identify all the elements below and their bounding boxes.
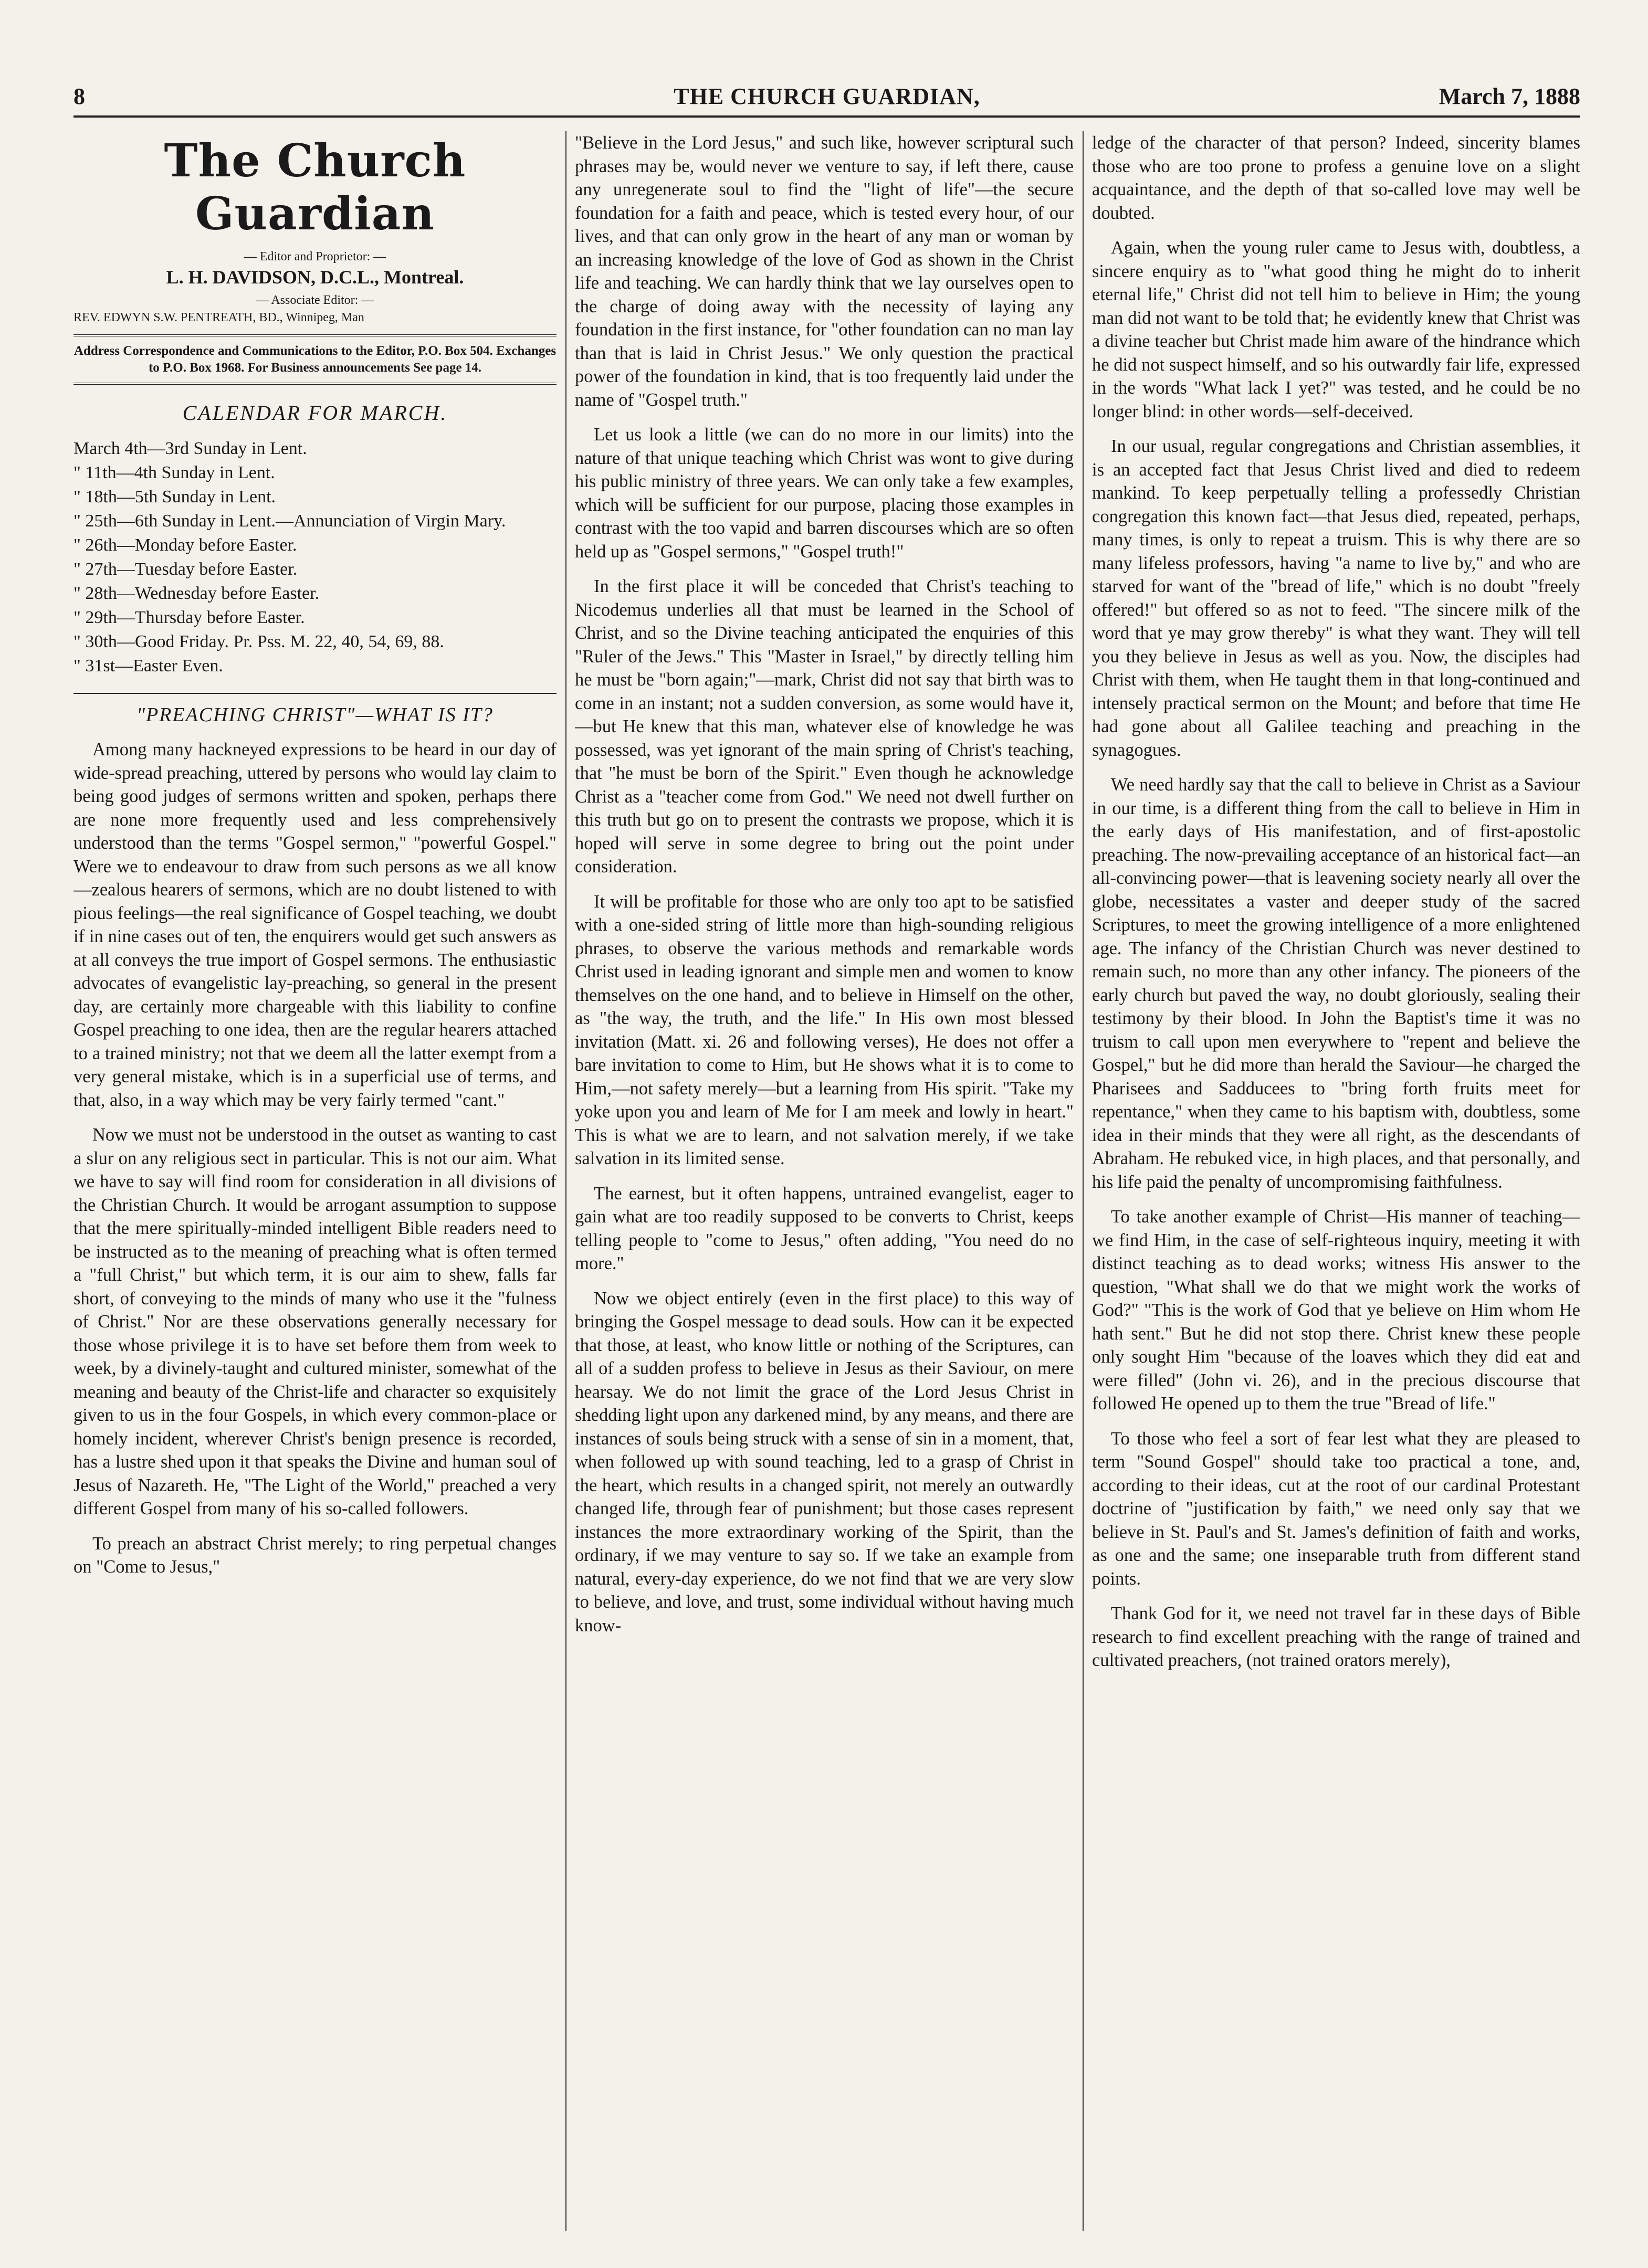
- column-3: [1092, 131, 1580, 2231]
- article-paragraph: To those who feel a sort of fear lest what they are pleased to term "Sound Gospel" should take too practical a tone, and, according to their ideas, cut at the root of our cardinal Protestant doctrine of "justification by faith," we need only say that we believe in St. Paul's and St. James's definition of faith and works, as one and the same; one inseparable truth from different stand points.: [1092, 1428, 1580, 1589]
- article-paragraph: ledge of the character of that person? Indeed, sincerity blames those who are too prone to profess a genuine love on a slight acquaintance, and the depth of that so-called love may well be doubted.: [1092, 133, 1580, 223]
- article-title: "PREACHING CHRIST"—WHAT IS IT?: [74, 693, 557, 726]
- paper-title: THE CHURCH GUARDIAN,: [674, 83, 980, 109]
- associate-label: — Associate Editor: —: [256, 293, 374, 307]
- column-rule: [1083, 131, 1084, 2231]
- calendar-entry: March 4th—3rd Sunday in Lent.: [74, 439, 307, 458]
- calendar-entry: " 25th—6th Sunday in Lent.—Annunciation of Virgin Mary.: [74, 511, 506, 531]
- article-paragraph: Thank God for it, we need not travel far in these days of Bible research to find excellent preaching with the range of trained and cultivated preachers, (not trained orators merely),: [1092, 1604, 1580, 1670]
- page-number: 8: [74, 83, 85, 109]
- article-paragraph: To preach an abstract Christ merely; to ring perpetual changes on "Come to Jesus,": [74, 1533, 557, 1577]
- calendar-entry: " 18th—5th Sunday in Lent.: [74, 487, 276, 507]
- correspondence-notice: Address Correspondence and Communications to the Editor, P.O. Box 504. Exchanges to P.O. Box 1968. For Business announcements See page 14.: [74, 334, 557, 385]
- calendar-entry: " 27th—Tuesday before Easter.: [74, 560, 298, 579]
- article-paragraph: Again, when the young ruler came to Jesus with, doubtless, a sincere enquiry as to "what good thing he might do to inherit eternal life," Christ did not tell him to believe in Him; the young man did not want to be told that; he evidently knew that Christ was a divine teacher but Christ made him aware of the hindrance which he did not suspect himself, and so his outwardly fair life, expressed in the words "What lack I yet?" was tested, and he could be no longer blind: in other words—self-deceived.: [1092, 238, 1580, 421]
- associate-name: REV. EDWYN S.W. PENTREATH, BD., Winnipeg, Man: [74, 311, 364, 324]
- article-paragraph: It will be profitable for those who are only too apt to be satisfied with a one-sided string of little more than high-sounding religious phrases, to observe the various methods and remarkable words Christ used in leading ignorant and simple men and women to know themselves on the one hand, and to believe in Himself on the other, as "the way, the truth, and the life." In His own most blessed invitation (Matt. xi. 26 and following verses), He does not offer a bare invitation to come to Him, but He shows what it is to come to Him,—not safety merely—but a learning from His spirit. "Take my yoke upon you and learn of Me for I am meek and lowly in heart." This is what we are to learn, and not salvation merely, if we take salvation in its limited sense.: [575, 891, 1074, 1168]
- masthead-title: The Church Guardian: [164, 134, 466, 240]
- article-paragraph: Now we object entirely (even in the first place) to this way of bringing the Gospel message to dead souls. How can it be expected that those, at least, who know little or nothing of the Scriptures, can all of a sudden profess to believe in Jesus as their Saviour, on mere hearsay. We do not limit the grace of the Lord Jesus Christ in shedding light upon any darkened mind, by any means, and there are instances of souls being struck with a sense of sin in a moment, that, when followed up with sound teaching, led to a grasp of Christ in the heart, which results in a changed spirit, not merely an outwardly changed life, through fear of punishment; but those cases represent instances the more extraordinary working of the Spirit, than the ordinary, if we may venture to say so. If we take an example from natural, every-day experience, do we not find that we are very slow to believe, and love, and trust, some individual without having much know-: [575, 1288, 1074, 1636]
- calendar-entry: " 26th—Monday before Easter.: [74, 535, 297, 555]
- calendar-list: [74, 437, 557, 678]
- article-paragraph: Let us look a little (we can do no more in our limits) into the nature of that unique teaching which Christ was wont to give during his public ministry of three years. We can only take a few examples, which will be sufficient for our purpose, placing those examples in contrast with the too vapid and barren discourses which are so often held up as "Gospel sermons," "Gospel truth!": [575, 425, 1074, 562]
- article-paragraph: To take another example of Christ—His manner of teaching—we find Him, in the case of self-righteous inquiry, meeting it with distinct teaching as to dead works; witness His answer to the question, "What shall we do that we might work the works of God?" "This is the work of God that ye believe on Him whom He hath sent." But he did not stop there. Christ knew these people only sought Him "because of the loaves which they did eat and were filled" (John vi. 26), and in the precious discourse that followed He opened up to them the true "Bread of life.": [1092, 1207, 1580, 1413]
- editor-name: L. H. DAVIDSON, D.C.L., Montreal.: [166, 267, 464, 288]
- calendar-entry: " 30th—Good Friday. Pr. Pss. M. 22, 40, 54, 69, 88.: [74, 632, 444, 651]
- article-paragraph: "Believe in the Lord Jesus," and such like, however scriptural such phrases may be, would never we venture to say, if left there, cause any unregenerate soul to find the "light of life"—the secure foundation for a faith and peace, which is tested every hour, of our lives, and that can only grow in the heart of any man or woman by an increasing knowledge of the love of God as shown in the Christ life and teaching. We can hardly think that we lay ourselves open to the charge of doing away with the necessity of laying any foundation in the first instance, for "other foundation can no man lay than that is laid in Christ Jesus." We only question the practical power of the foundation in kind, that is too frequently laid under the name of "Gospel truth.": [575, 133, 1074, 410]
- column-1: [74, 131, 557, 2231]
- calendar-entry: " 29th—Thursday before Easter.: [74, 608, 305, 627]
- page-header: [74, 79, 1580, 118]
- article-paragraph: We need hardly say that the call to believe in Christ as a Saviour in our time, is a different thing from the call to believe in Him in the early days of His manifestation, and of first-apostolic preaching. The now-prevailing acceptance of an historical fact—an all-convincing power—that is leavening society nearly all over the globe, necessitates a vaster and deeper study of the sacred Scriptures, to meet the growing intelligence of a more enlightened age. The infancy of the Christian Church was never destined to remain such, no more than any other infancy. The pioneers of the early church but paved the way, no doubt gloriously, sealing their testimony by their blood. In John the Baptist's time it was no truism to call upon men everywhere to "repent and believe the Gospel," but he did more than herald the Saviour—he charged the Pharisees and Sadducees to "bring forth fruits meet for repentance," when they came to his baptism with, doubtless, some idea in their minds that they were all right, as the descendants of Abraham. He rebuked vice, in high places, and that personally, and his life paid the penalty of uncompromising faithfulness.: [1092, 775, 1580, 1192]
- column-rule: [565, 131, 566, 2231]
- calendar-entry: " 11th—4th Sunday in Lent.: [74, 463, 275, 482]
- article-paragraph: In our usual, regular congregations and Christian assemblies, it is an accepted fact that Jesus Christ lived and died to redeem mankind. To keep perpetually telling a professedly Christian congregation this known fact—that Jesus died, repeated, perhaps, many times, is only to repeat a truism. This is why there are so many lifeless professors, having "a name to live by," and who are starved for want of the "bread of life," which is no doubt "freely offered!" but offered so as not to feed. "The sincere milk of the word that ye may grow thereby" is what they want. They will tell you they believe in Jesus as well as you. Now, the disciples had Christ with them, when He taught them in that long-continued and intensely practical sermon on the Mount; and before that time He had gone about all Galilee teaching and preaching in the synagogues.: [1092, 436, 1580, 760]
- article-paragraph: Now we must not be understood in the outset as wanting to cast a slur on any religious sect in particular. This is not our aim. What we have to say will find room for consideration in all divisions of the Christian Church. It would be arrogant assumption to suppose that the mere spiritually-minded intelligent Bible readers need to be instructed as to the meaning of preaching what is often termed a "full Christ," but which term, it is our aim to shew, falls far short, of conveying to the minds of many who use it the "fulness of Christ." Nor are these observations generally necessary for those whose privilege it is to have set before them from week to week, by a divinely-taught and cultured minister, somewhat of the meaning and beauty of the Christ-life and character so exquisitely given to us in the four Gospels, in which every common-place or homely incident, wherever Christ's benign presence is recorded, has a lustre shed upon it that speaks the Divine and human soul of Jesus of Nazareth. He, "The Light of the World," preached a very different Gospel from many of his so-called followers.: [74, 1125, 557, 1518]
- calendar-entry: " 31st—Easter Even.: [74, 656, 223, 676]
- editor-label: — Editor and Proprietor: —: [244, 250, 386, 263]
- article-paragraph: The earnest, but it often happens, untrained evangelist, eager to gain what are too readily supposed to be converts to Christ, keeps telling people to "come to Jesus," often adding, "You need do no more.": [575, 1183, 1074, 1273]
- article-paragraph: In the first place it will be conceded that Christ's teaching to Nicodemus underlies all that must be learned in the School of Christ, and so the Divine teaching anticipated the enquiries of this "Ruler of the Jews." This "Master in Israel," by directly telling him he must be "born again;"—mark, Christ did not say that birth was to come in an instant; not a sudden conversion, as some would have it,—but He knew that this man, whatever else of knowledge he was possessed, was yet ignorant of the main spring of Christ's teaching, that "he must be born of the Spirit." Even though he acknowledge Christ as a "teacher come from God." We need not dwell further on this truth but go on to present the contrasts we propose, which it is hoped will serve in some degree to bring out the point under consideration.: [575, 576, 1074, 877]
- calendar-title: CALENDAR FOR MARCH.: [182, 401, 448, 425]
- calendar-entry: " 28th—Wednesday before Easter.: [74, 584, 320, 603]
- article-paragraph: Among many hackneyed expressions to be heard in our day of wide-spread preaching, uttered by persons who would lay claim to being good judges of sermons written and spoken, perhaps there are none more frequently used and less comprehensively understood than the terms "Gospel sermon," "powerful Gospel." Were we to endeavour to draw from such persons as we all know—zealous hearers of sermons, which are no doubt listened to with pious feelings—the real significance of Gospel teaching, we doubt if in nine cases out of ten, the enquirers would get such answers as at all conveys the true import of Gospel sermons. The enthusiastic advocates of evangelistic lay-preaching, so general in the present day, are certainly more chargeable with this liability to confine Gospel preaching to one idea, then are the regular hearers attached to a trained ministry; not that we deem all the latter exempt from a very general mistake, which is in a superficial use of terms, and that, also, in a way which may be very fairly termed "cant.": [74, 740, 557, 1110]
- column-2: [575, 131, 1074, 2231]
- issue-date: March 7, 1888: [1439, 83, 1580, 109]
